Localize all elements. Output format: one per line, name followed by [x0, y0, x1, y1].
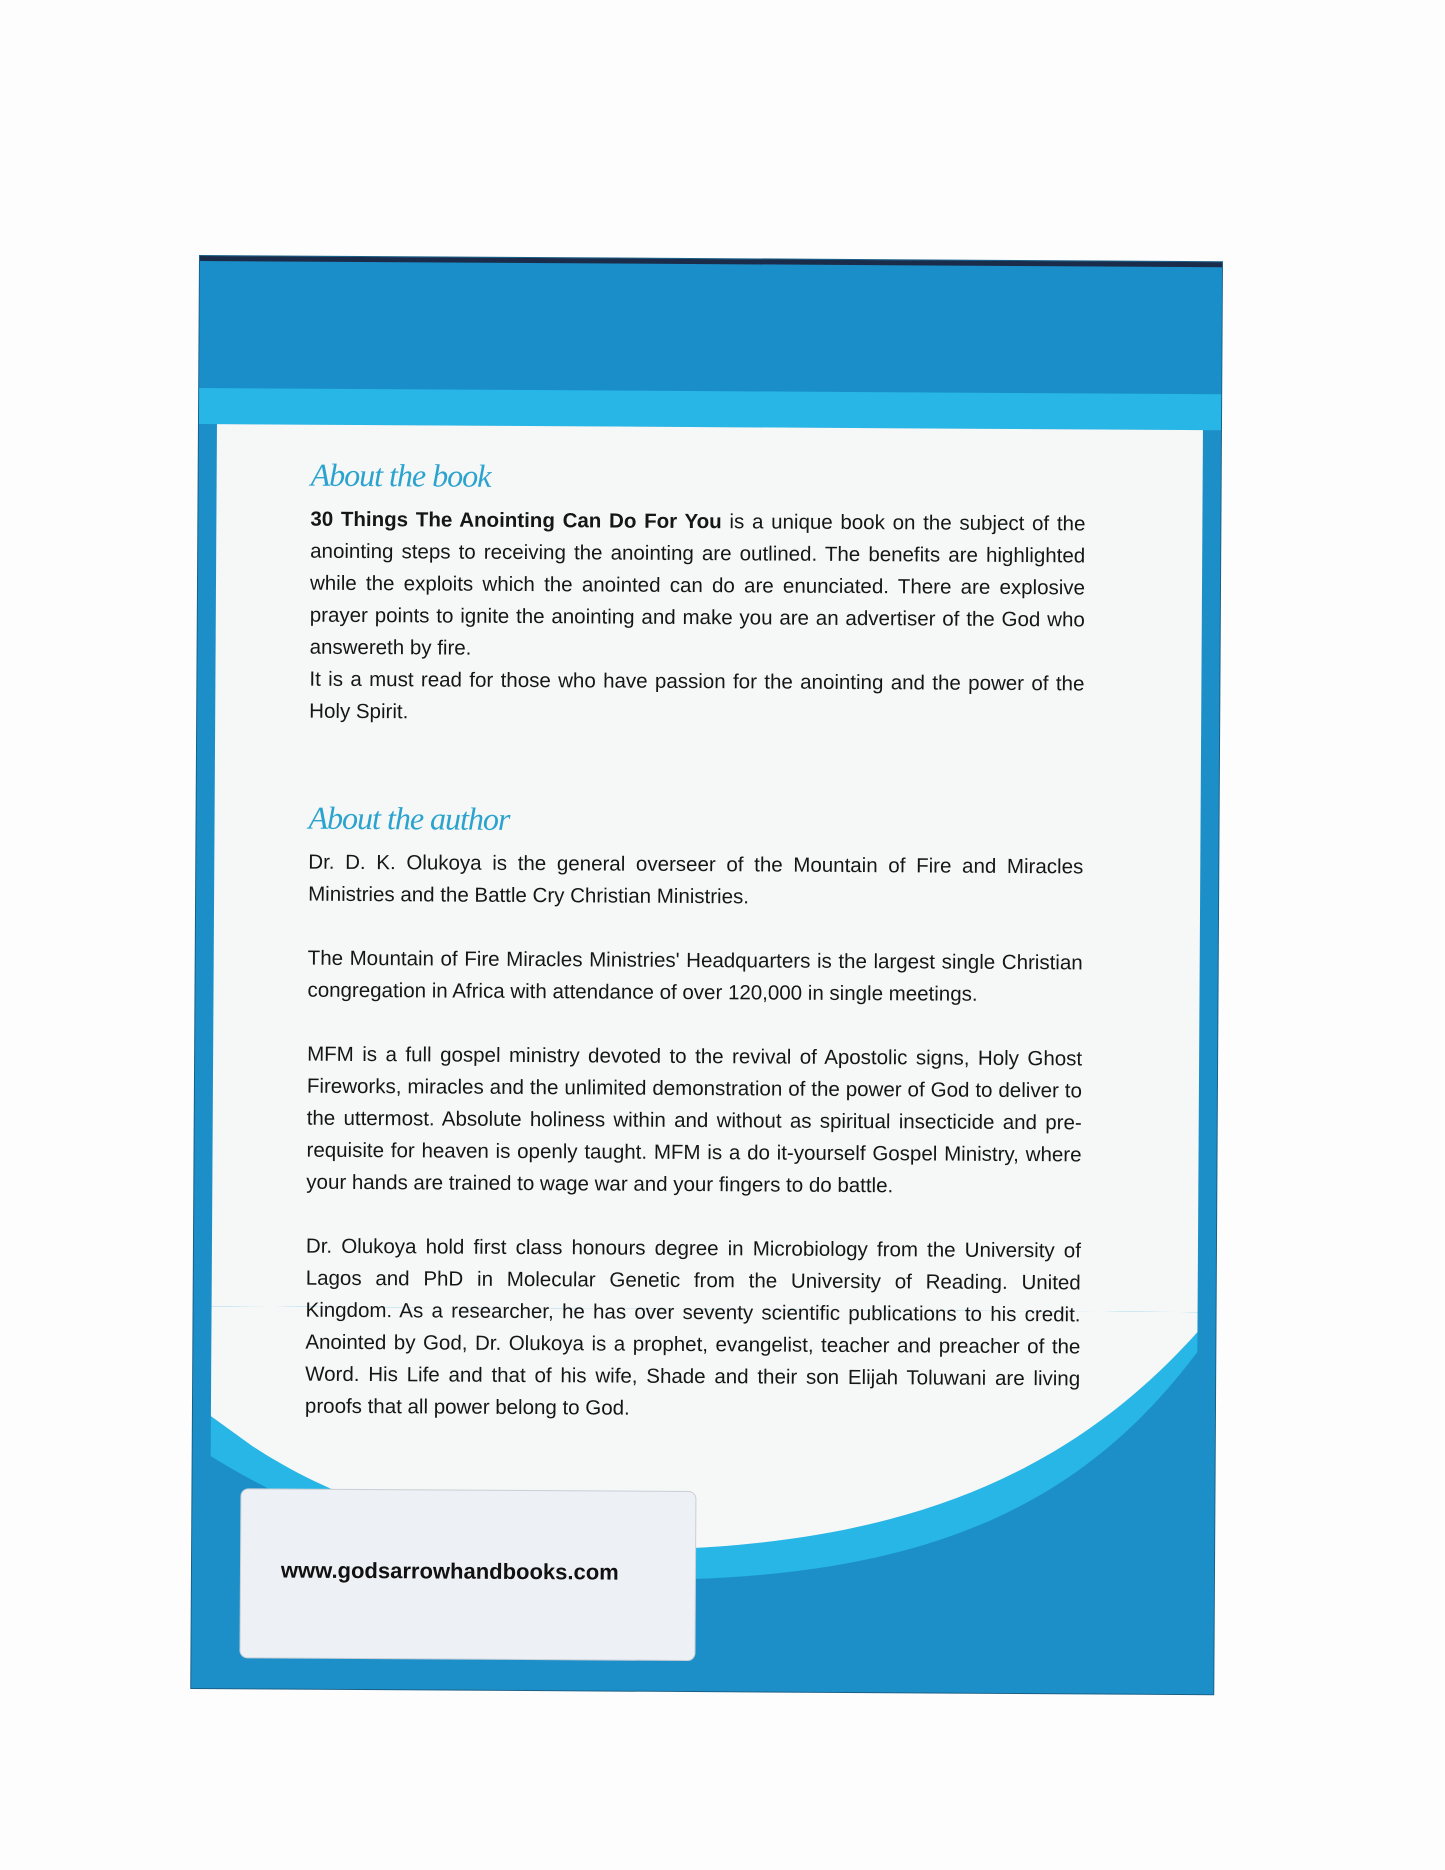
- author-paragraph: Dr. Olukoya hold first class honours degree in Microbiology from the University of Lagos and PhD in Molecular Genetic from the University of Reading. United Kingdom. As a researcher, he has over seventy scientific publications to his credit. Anointed by God, Dr. Olukoya is a prophet, evangelist, teacher and preacher of the Word. His Life and that of his wife, Shade and their son Elijah Toluwani are living proofs that all power belong to God.: [304, 1234, 1082, 1420]
- top-blue-band: [199, 256, 1222, 399]
- author-paragraph: MFM is a full gospel ministry devoted to the revival of Apostolic signs, Holy Ghost Fireworks, miracles and the unlimited demonstration of the power of God to deliver to the uttermost. Absolute holiness within and without as spiritual insecticide and pre-requisite for heaven is openly taught. MFM is a do it-yourself Gospel Ministry, where your hands are trained to wage war and your fingers to do battle.: [306, 1042, 1083, 1198]
- light-blue-strip: [199, 388, 1221, 430]
- author-paragraph: Dr. D. K. Olukoya is the general overseer of the Mountain of Fire and Miracles Ministries and the Battle Cry Christian Ministries.: [308, 850, 1084, 909]
- cover-text: [305, 457, 1086, 1428]
- website-sticker: [239, 1488, 696, 1661]
- author-paragraph: The Mountain of Fire Miracles Ministries' Headquarters is the largest single Christian congregation in Africa with attendance of over 120,000 in single meetings.: [307, 946, 1083, 1006]
- website-url: www.godsarrowhandbooks.com: [280, 1557, 619, 1585]
- about-book-paragraph-2: It is a must read for those who have passion for the anointing and the power of the Holy Spirit.: [309, 667, 1085, 724]
- book-back-cover: [191, 256, 1222, 1694]
- about-book-paragraph: 30 Things The Anointing Can Do For You is a unique book on the subject of the anointing steps to receiving the anointing are outlined. The benefits are highlighted while the exploits which the anointed can do are enunciated. There are explosive prayer points to ignite the anointing and make you are an advertiser of the God who answereth by fire.: [309, 507, 1086, 660]
- about-book-heading: About the book: [310, 456, 491, 494]
- book-title: 30 Things The Anointing Can Do For You: [310, 507, 722, 534]
- about-author-heading: About the author: [308, 799, 510, 837]
